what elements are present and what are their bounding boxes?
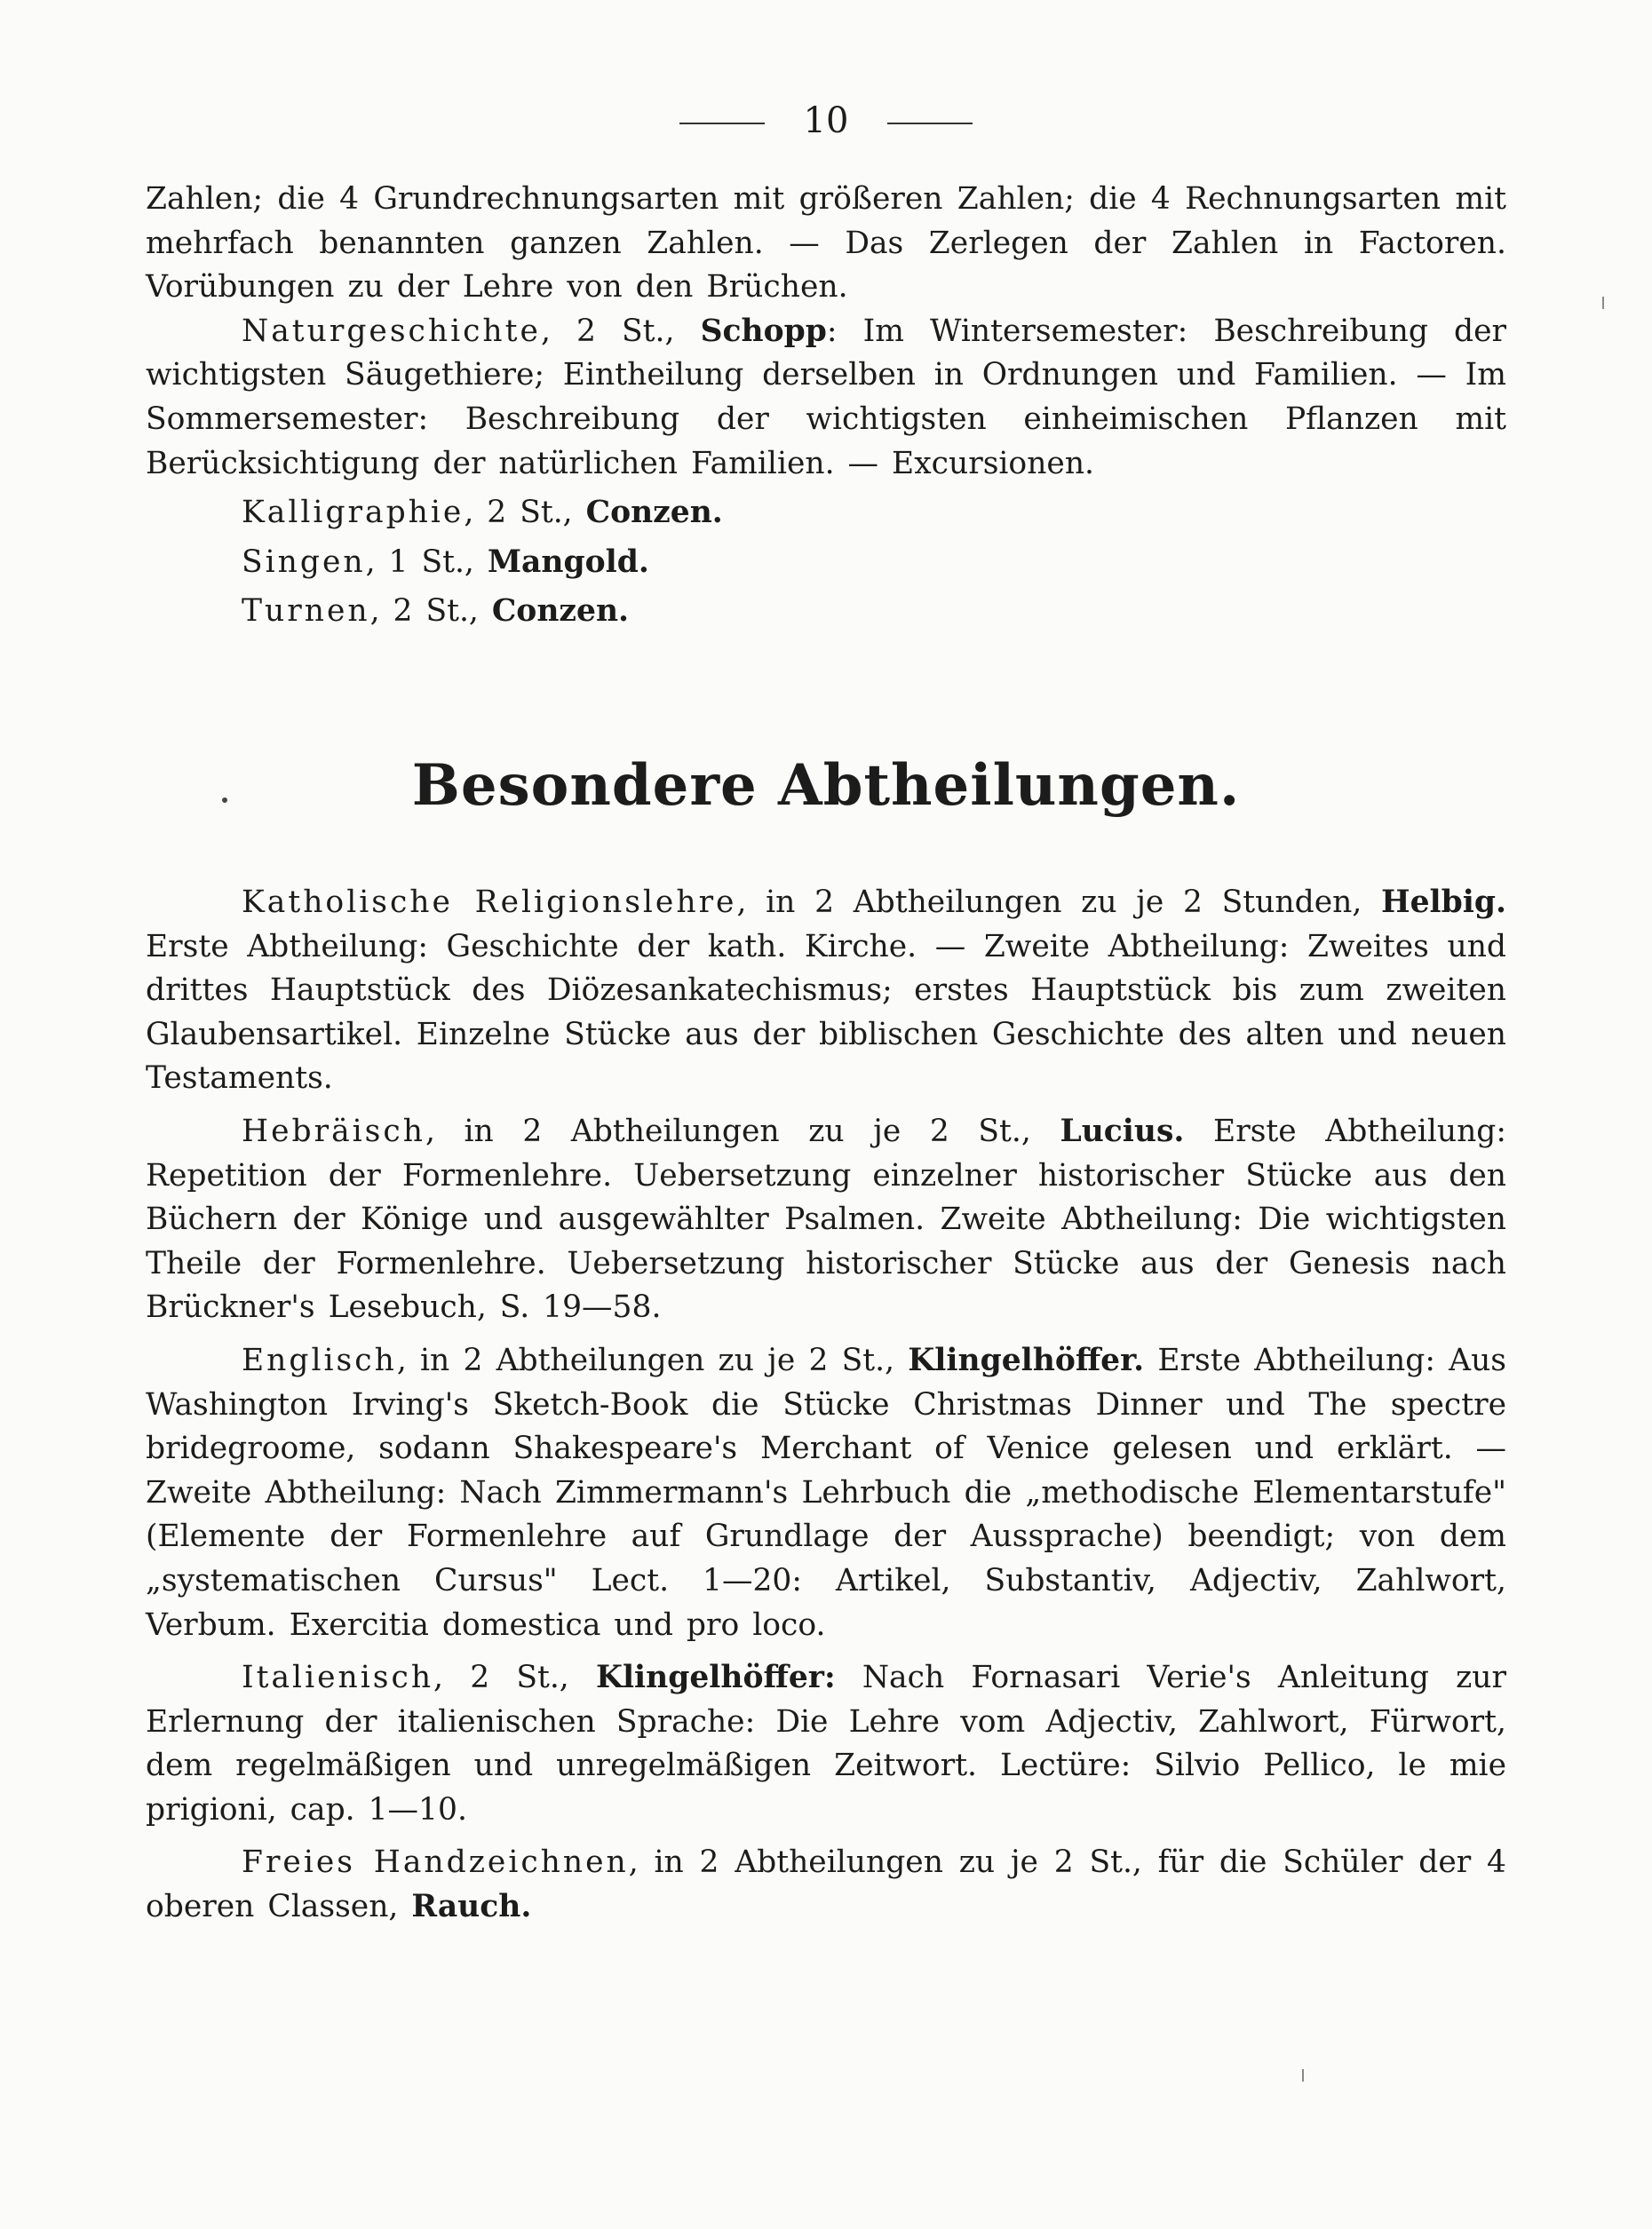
subject-name: Kalligraphie — [242, 495, 465, 531]
subject-hours: , in 2 Abtheilungen zu je 2 St., — [396, 1342, 909, 1378]
subject-hours: , 2 St., — [464, 495, 586, 531]
teacher-name: Schopp — [700, 313, 827, 349]
subject-name: Hebräisch — [242, 1113, 425, 1149]
subject-hours: , in 2 Abtheilungen zu je 2 Stunden, — [736, 884, 1381, 920]
teacher-name: Conzen. — [491, 593, 630, 630]
text-line: Zahlen; die 4 Grundrechnungsarten mit größeren Zahlen; die 4 Rechnungsarten mit — [146, 181, 1506, 217]
subject-name: Englisch — [242, 1342, 397, 1378]
teacher-name: Klingelhöffer. — [908, 1342, 1145, 1378]
margin-mark — [1602, 297, 1604, 309]
upper-text-block — [146, 178, 1506, 634]
header-rule-left — [679, 123, 765, 124]
paragraph-englisch — [146, 1339, 1506, 1647]
paragraph-hebraeisch — [146, 1110, 1506, 1330]
paragraph-turnen — [146, 590, 1506, 634]
teacher-name: Conzen. — [585, 495, 723, 531]
paragraph-religion — [146, 881, 1506, 1101]
teacher-name: Mangold. — [487, 543, 649, 580]
paragraph-arithmetic — [146, 178, 1506, 310]
teacher-name: Lucius. — [1060, 1113, 1185, 1149]
paragraph-zeichnen — [146, 1841, 1506, 1929]
subject-hours: , 2 St., — [369, 593, 492, 630]
subject-name: Katholische Religionslehre — [242, 884, 737, 920]
page-header — [0, 96, 1652, 146]
subject-hours: , 2 St., — [540, 313, 701, 349]
teacher-name: Helbig. — [1381, 884, 1507, 920]
subject-description: Erste Abtheilung: Geschichte der kath. Kirche. — Zweite Abtheilung: Zweites und drittes Hauptstück des Diözesankatechismus; erstes Hauptstück bis zum zweiten Glaubensartikel. Einzelne Stücke aus der biblischen Geschichte des alten und neuen Testaments. — [146, 928, 1506, 1097]
subject-description: Erste Abtheilung: Repetition der Formenlehre. Uebersetzung einzelner historischer Stücke aus den Büchern der Könige und ausgewählter Psalmen. Zweite Abtheilung: Die wichtigsten Theile der Formenlehre. Uebersetzung historischer Stücke aus der Genesis nach Brückner's Lesebuch, S. 19—58. — [146, 1113, 1506, 1326]
subject-name: Naturgeschichte — [242, 313, 541, 349]
text-line: mehrfach benannten ganzen Zahlen. — Das Zerlegen der Zahlen in Factoren. Vorübungen — [146, 225, 1506, 305]
teacher-name: Rauch. — [411, 1889, 532, 1925]
subject-name: Freies Handzeichnen — [242, 1844, 629, 1881]
teacher-name: Klingelhöffer: — [595, 1660, 836, 1696]
margin-mark — [1302, 2069, 1304, 2082]
page-number: 10 — [803, 100, 849, 141]
subject-name: Italienisch — [242, 1660, 434, 1696]
subject-hours: , in 2 Abtheilungen zu je 2 St., für die Schüler der 4 oberen Classen, — [146, 1844, 1506, 1925]
paragraph-naturgeschichte — [146, 310, 1506, 486]
subject-hours: , in 2 Abtheilungen zu je 2 St., — [425, 1113, 1060, 1149]
subject-name: Turnen — [242, 593, 370, 630]
paragraph-singen — [146, 541, 1506, 585]
subject-description: Nach Fornasari Verie's Anleitung zur Erlernung der italienischen Sprache: Die Lehre vom Adjectiv, Zahlwort, Fürwort, dem regelmäßigen und unregelmäßigen Zeitwort. Lectüre: Silvio Pellico, le mie prigioni, cap. 1—10. — [146, 1660, 1506, 1828]
lower-text-block — [146, 881, 1506, 1930]
paragraph-kalligraphie — [146, 491, 1506, 535]
paragraph-italienisch — [146, 1656, 1506, 1832]
text-line: zu der Lehre von den Brüchen. — [347, 269, 848, 305]
subject-description: : Im Wintersemester: Beschreibung der wichtigsten Säugethiere; Eintheilung derselben in Ordnungen und Familien. — Im Sommersemester: Beschreibung der wichtigsten einheimischen Pflanzen mit Berücksichtigung der natürlichen Familien. — Excursionen. — [146, 313, 1506, 481]
header-rule-right — [887, 123, 973, 124]
section-heading: Besondere Abtheilungen. — [411, 752, 1241, 819]
subject-description: Erste Abtheilung: Aus Washington Irving's Sketch-Book die Stücke Christmas Dinner und The spectre bridegroome, sodann Shakespeare's Merchant of Venice gelesen und erklärt. — Zweite Abtheilung: Nach Zimmermann's Lehrbuch die „methodische Elementarstufe" (Elemente der Formenlehre auf Grundlage der Aussprache) beendigt; von dem „systematischen Cursus" Lect. 1—20: Artikel, Substantiv, Adjectiv, Zahlwort, Verbum. Exercitia domestica und pro loco. — [146, 1342, 1506, 1643]
subject-hours: , 2 St., — [433, 1660, 596, 1696]
subject-hours: , 1 St., — [365, 543, 488, 580]
subject-name: Singen — [242, 543, 366, 580]
